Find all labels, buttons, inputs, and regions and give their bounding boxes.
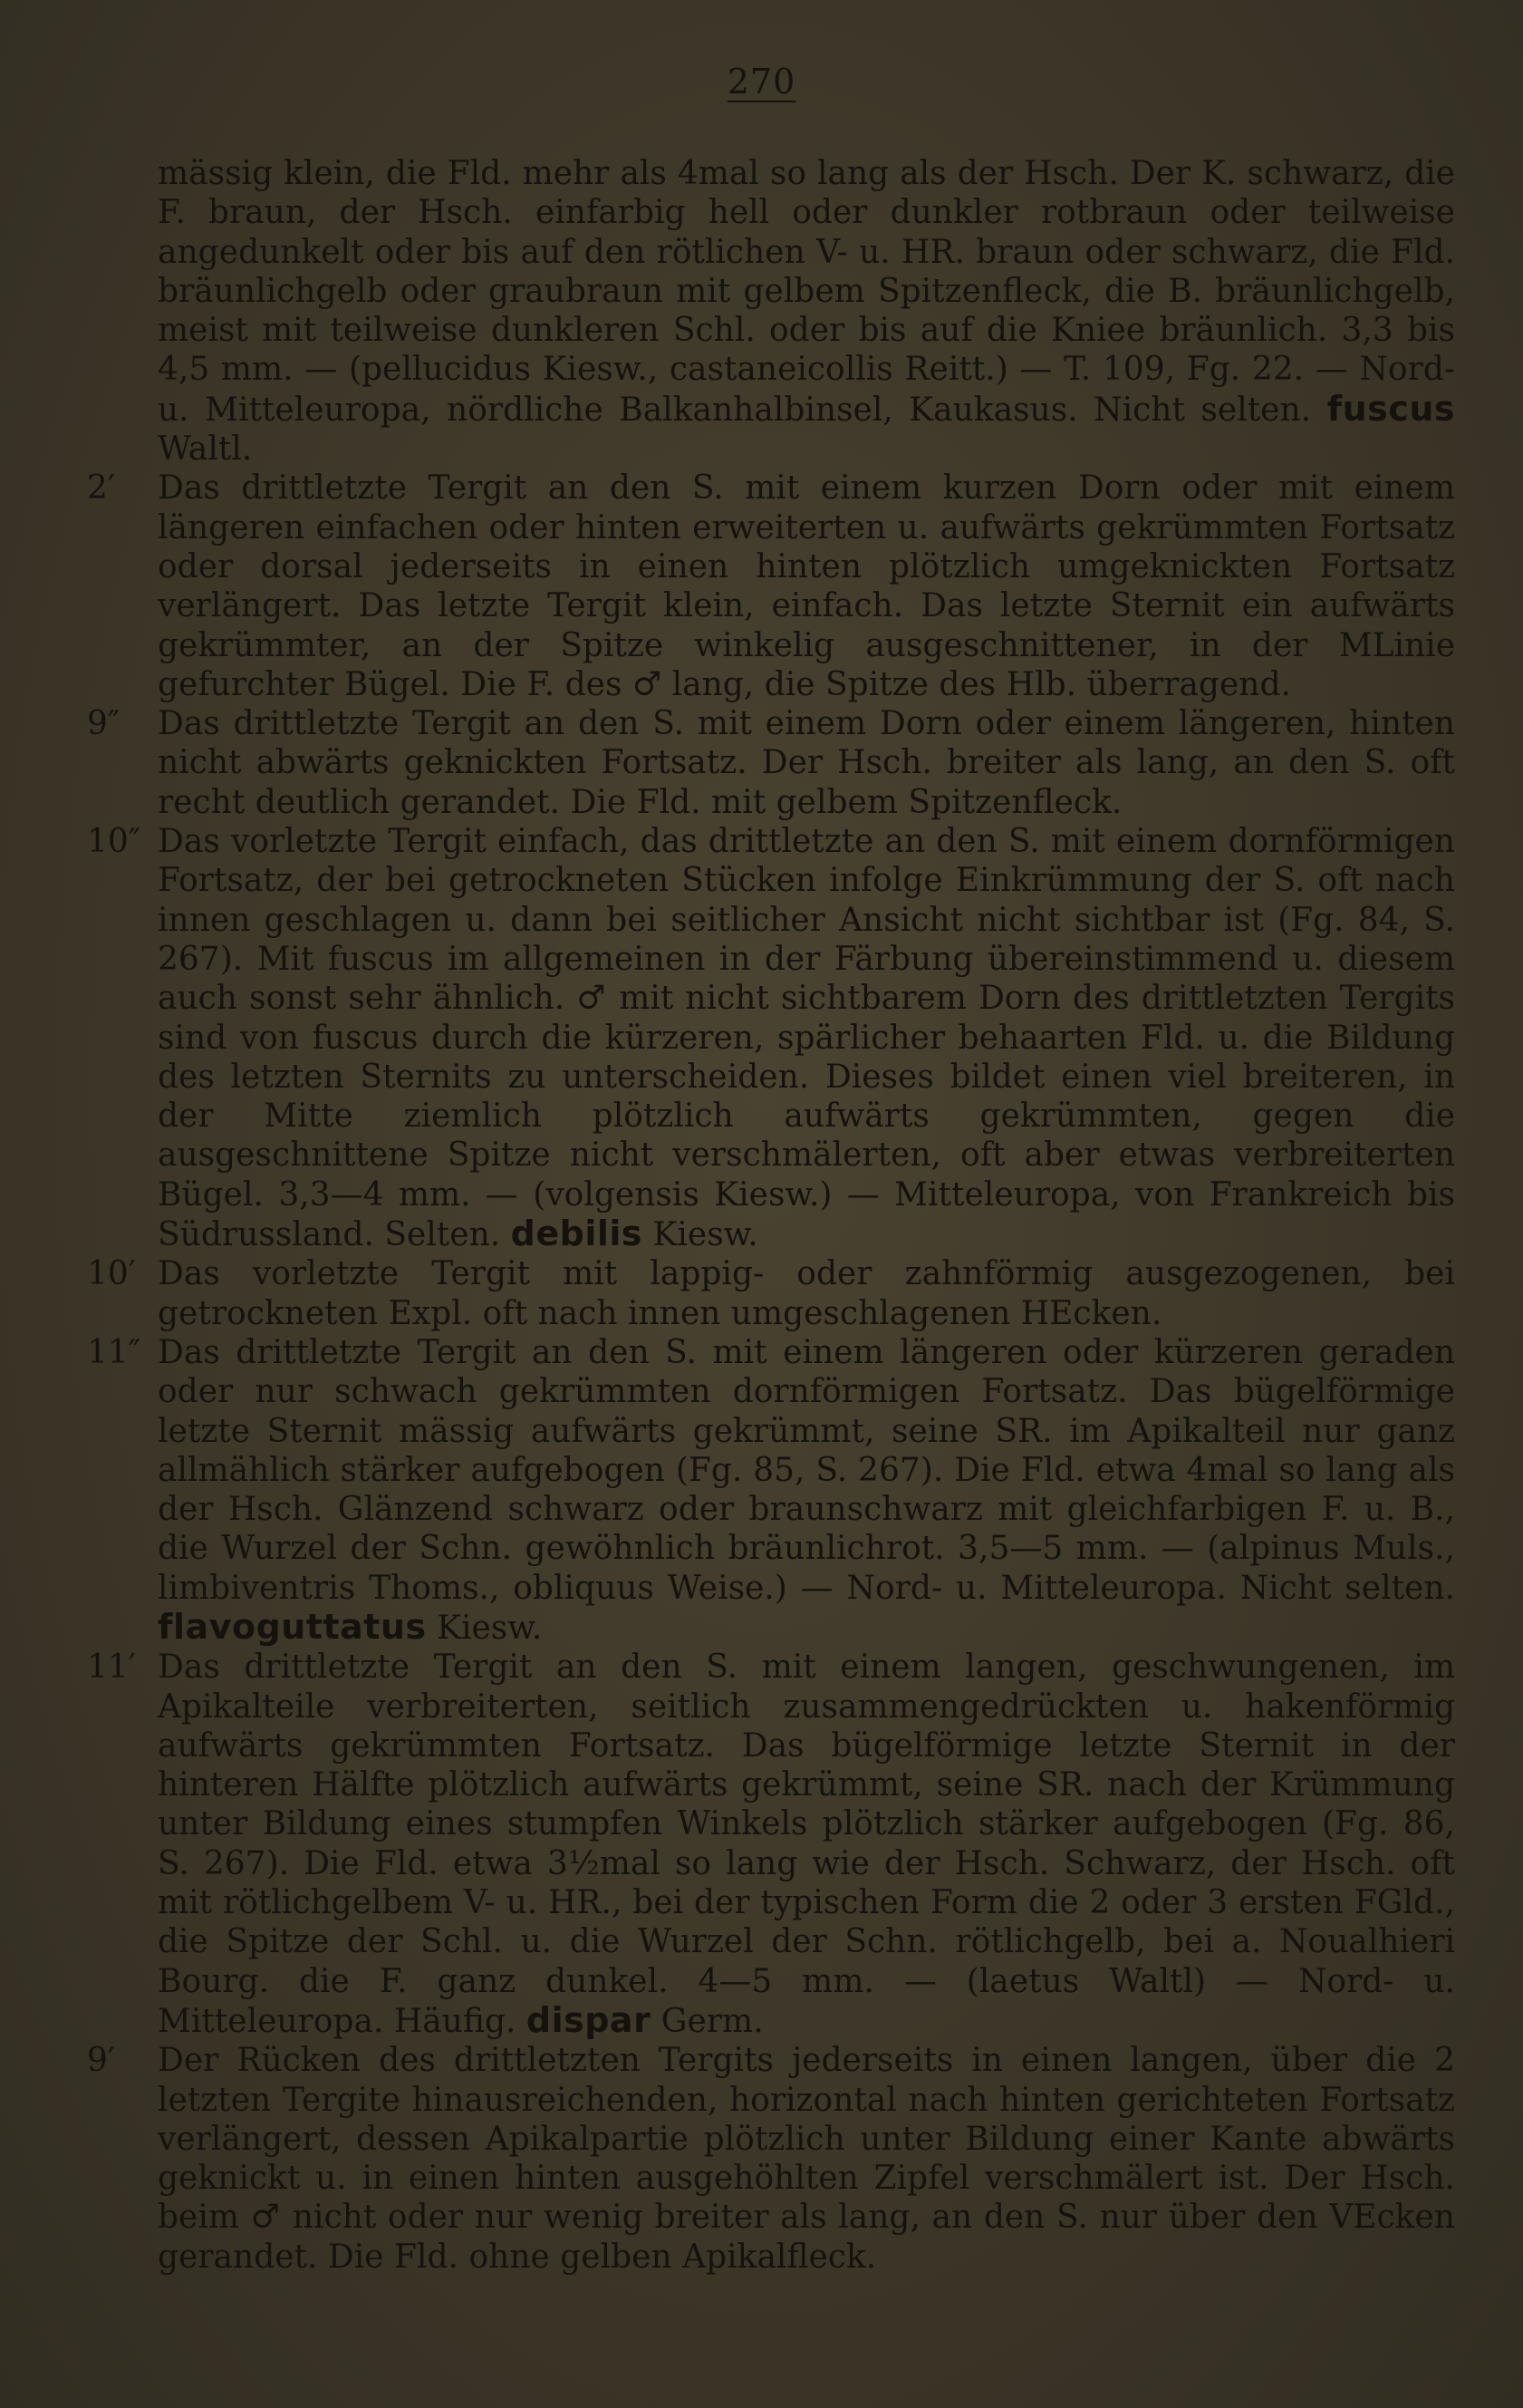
couplet-number: 2′ — [87, 469, 116, 508]
entry-body: Das vorletzte Tergit einfach, das drittletzte an den S. mit einem dornförmigen Fortsatz, der bei getrockneten Stücken infolge Einkrümmung der S. oft nach innen geschlagen u. dann bei seitlicher Ansicht nicht sichtbar ist (Fg. 84, S. 267). Mit fuscus im allgemeinen in der Färbung übereinstimmend u. diesem auch sonst sehr ähnlich. ♂ mit nicht sichtbarem Dorn des drittletzten Tergits sind von fuscus durch die kürzeren, spärlicher behaarten Fld. u. die Bildung des letzten Sternits zu unterscheiden. Dieses bildet einen viel breiteren, in der Mitte ziemlich plötzlich aufwärts gekrümmten, gegen die ausgeschnittene Spitze nicht verschmälerten, oft aber etwas verbreiterten Bügel. 3,3—4 mm. — (volgensis Kiesw.) — Mitteleuropa, von Frankreich bis Südrussland. Selten. — [158, 823, 1455, 1254]
entry-text — [158, 822, 1455, 1254]
page-number: 270 — [727, 62, 796, 102]
entry-body: Das drittletzte Tergit an den S. mit einem langen, geschwungenen, im Apikalteile verbreiterten, seitlich zusammengedrückten u. hakenförmig aufwärts gekrümmten Fortsatz. Das bügelförmige letzte Sternit in der hinteren Hälfte plötzlich aufwärts gekrümmt, seine SR. nach der Krümmung unter Bildung eines stumpfen Winkels plötzlich stärker aufgebogen (Fg. 86, S. 267). Die Fld. etwa 3½mal so lang wie der Hsch. Schwarz, der Hsch. oft mit rötlichgelbem V- u. HR., bei der typischen Form die 2 oder 3 ersten FGld., die Spitze der Schl. u. die Wurzel der Schn. rötlichgelb, bei a. Noualhieri Bourg. die F. ganz dunkel. 4—5 mm. — (laetus Waltl) — Nord- u. Mitteleuropa. Häufig. — [158, 1649, 1455, 2040]
entry-text — [158, 1333, 1455, 1648]
species-author: Kiesw. — [437, 1609, 543, 1647]
key-entry — [87, 469, 1455, 704]
entry-body: mässig klein, die Fld. mehr als 4mal so lang als der Hsch. Der K. schwarz, die F. braun, der Hsch. einfarbig hell oder dunkler rotbraun oder teilweise angedunkelt oder bis auf den rötlichen V- u. HR. braun oder schwarz, die Fld. bräunlichgelb oder graubraun mit gelbem Spitzenfleck, die B. bräunlichgelb, meist mit teilweise dunkleren Schl. oder bis auf die Kniee bräunlich. 3,3 bis 4,5 mm. — (pellucidus Kiesw., castaneicollis Reitt.) — T. 109, Fg. 22. — Nord- u. Mitteleuropa, nördliche Balkanhalbinsel, Kaukasus. Nicht selten. — [158, 155, 1455, 429]
species-name: dispar — [525, 1999, 651, 2040]
couplet-number: 11″ — [87, 1333, 141, 1371]
couplet-number: 11′ — [87, 1649, 136, 1687]
entry-text: Das drittletzte Tergit an den S. mit einem kurzen Dorn oder mit einem längeren einfachen oder hinten erweiterten u. aufwärts gekrümmten Fortsatz oder dorsal jederseits in einen hinten plötzlich umgeknickten Fortsatz verlängert. Das letzte Tergit klein, einfach. Das letzte Sternit ein aufwärts gekrümmter, an der Spitze winkelig ausgeschnittener, in der MLinie gefurchter Bügel. Die F. des ♂ lang, die Spitze des Hlb. überragend. — [158, 469, 1455, 703]
species-name: fuscus — [1326, 388, 1455, 429]
entry-text: Das vorletzte Tergit mit lappig- oder zahnförmig ausgezogenen, bei getrockneten Expl. oft nach innen umgeschlagenen HEcken. — [158, 1255, 1455, 1332]
couplet-number: 9″ — [87, 705, 120, 743]
entry-body: Das drittletzte Tergit an den S. mit einem längeren oder kürzeren geraden oder nur schwach gekrümmten dornförmigen Fortsatz. Das bügelförmige letzte Sternit mässig aufwärts gekrümmt, seine SR. im Apikalteil nur ganz allmählich stärker aufgebogen (Fg. 85, S. 267). Die Fld. etwa 4mal so lang als der Hsch. Glänzend schwarz oder braunschwarz mit gleichfarbigen F. u. B., die Wurzel der Schn. gewöhnlich bräunlichrot. 3,5—5 mm. — (alpinus Muls., limbiventris Thoms., obliquus Weise.) — Nord- u. Mitteleuropa. Nicht selten. — [158, 1333, 1455, 1607]
species-author: Germ. — [660, 2002, 764, 2040]
key-entry — [87, 2041, 1455, 2277]
species-name: flavoguttatus — [158, 1606, 427, 1647]
key-entry — [87, 704, 1455, 822]
entry-text: Der Rücken des drittletzten Tergits jederseits in einen langen, über die 2 letzten Tergite hinausreichenden, horizontal nach hinten gerichteten Fortsatz verlängert, dessen Apikalpartie plötzlich unter Bildung einer Kante abwärts geknickt u. in einen hinten ausgehöhlten Zipfel verschmälert ist. Der Hsch. beim ♂ nicht oder nur wenig breiter als lang, an den S. nur über den VEcken gerandet. Die Fld. ohne gelben Apikalfleck. — [158, 2042, 1455, 2276]
couplet-number: 10″ — [87, 823, 141, 861]
key-entry — [87, 1254, 1455, 1333]
key-entry — [87, 1333, 1455, 1648]
key-text — [87, 154, 1455, 2277]
species-author: Waltl. — [158, 430, 253, 469]
key-entry — [87, 154, 1455, 469]
couplet-number: 10′ — [87, 1255, 136, 1293]
key-entry — [87, 1648, 1455, 2041]
key-entry — [87, 822, 1455, 1254]
entry-text: Das drittletzte Tergit an den S. mit einem Dorn oder einem längeren, hinten nicht abwärts geknickten Fortsatz. Der Hsch. breiter als lang, an den S. oft recht deutlich gerandet. Die Fld. mit gelbem Spitzenfleck. — [158, 705, 1455, 821]
species-name: debilis — [510, 1214, 643, 1254]
entry-text — [158, 1648, 1455, 2041]
entry-text — [158, 154, 1455, 469]
couplet-number: 9′ — [87, 2042, 116, 2080]
species-author: Kiesw. — [652, 1216, 758, 1254]
